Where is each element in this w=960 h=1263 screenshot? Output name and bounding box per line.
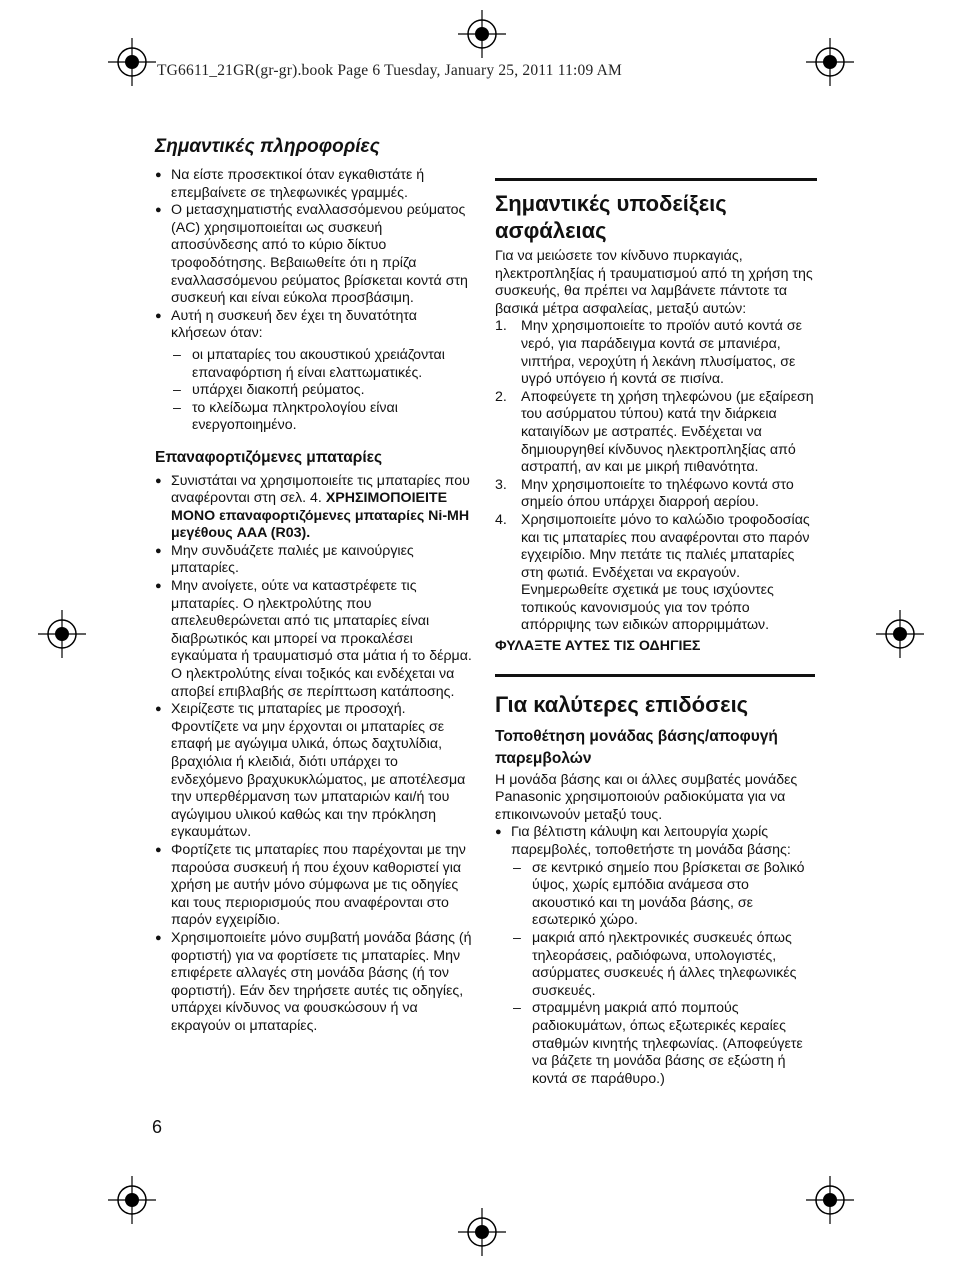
placement-intro: Η μονάδα βάσης και οι άλλες συμβατές μονάδες Panasonic χρησιμοποιούν ραδιοκύματα για να επικοινωνούν μεταξύ τους. xyxy=(495,771,798,823)
battery-recommend-text: Συνιστάται να χρησιμοποιείτε τις μπαταρίες που αναφέρονται στη σελ. 4. xyxy=(171,472,470,507)
list-item xyxy=(495,318,815,388)
list-item: ● Χρησιμοποιείτε μόνο συμβατή μονάδα βάσης (ή φορτιστή) για να φορτίσετε τις μπαταρίες. Μην επιφέρετε αλλαγές στη μονάδα βάσης (ή τον φορτιστή). Εάν δεν τηρήσετε αυτές τις οδηγίες, υπάρχει κίνδυνος να φουσκώσουν ή να εκραγούν οι μπαταρίες. xyxy=(155,930,473,1036)
list-item: – το κλείδωμα πληκτρολογίου είναι ενεργοποιημένο. xyxy=(155,400,473,435)
safety-heading: Σημαντικές υποδείξεις ασφάλειας xyxy=(495,191,727,243)
list-number: 4. xyxy=(495,511,507,528)
performance-heading: Για καλύτερες επιδόσεις xyxy=(495,691,749,717)
registration-mark-top-right-icon xyxy=(806,38,854,86)
list-item: ● Αυτή η συσκευή δεν έχει τη δυνατότητα κλήσεων όταν: xyxy=(155,308,473,343)
keep-instructions-label: ΦΥΛΑΞΤΕ ΑΥΤΕΣ ΤΙΣ ΟΔΗΓΙΕΣ xyxy=(495,638,701,655)
list-item: ● Μην ανοίγετε, ούτε να καταστρέφετε τις μπαταρίες. Ο ηλεκτρολύτης που απελευθερώνεται από τις μπαταρίες είναι διαβρωτικός και μπορεί να προκαλέσει εγκαύματα ή τραυματισμό στα μάτια ή το δέρμα. Ο ηλεκτρολύτης είναι τοξικός και ενδέχεται να αποβεί επιβλαβής σε περίπτωση κατάποσης. xyxy=(155,578,473,701)
list-item: – στραμμένη μακριά από πομπούς ραδιοκυμάτων, όπως εξωτερικές κεραίες σταθμών κινητής τηλεφωνίας. (Αποφεύγετε να βάζετε τη μονάδα βάσης σε εξώστη ή κοντά σε παράθυρο.) xyxy=(495,1000,815,1088)
battery-ni-mh-warning: ΧΡΗΣΙΜΟΠΟΙΕΙΤΕ ΜΟΝΟ επαναφορτιζόμενες μπαταρίες Ni-MH μεγέθους AAA (R03). xyxy=(171,490,470,542)
right-column xyxy=(495,190,815,1088)
list-item: ● Μην συνδυάζετε παλιές με καινούργιες μπαταρίες. xyxy=(155,543,473,578)
list-text: Χρησιμοποιείτε μόνο το καλώδιο τροφοδοσίας και τις μπαταρίες που αναφέρονται στο παρόν εγχειρίδιο. Μην πετάτε τις παλιές μπαταρίες στη φωτιά. Ενδέχεται να εκραγούν. Ενημερωθείτε σχετικά με τους ισχύοντες τοπικούς κανονισμούς για τον τρόπο απόρριψης των ειδικών απορριμμάτων. xyxy=(521,511,810,634)
registration-mark-mid-right-icon xyxy=(876,610,924,658)
registration-mark-bottom-left-icon xyxy=(108,1176,156,1224)
list-item: – σε κεντρικό σημείο που βρίσκεται σε βολικό ύψος, χωρίς εμπόδια ανάμεσα στο ακουστικό και τη μονάδα βάσης, σε εσωτερικό χώρο. xyxy=(495,860,815,930)
left-column xyxy=(155,167,473,1036)
list-item: – οι μπαταρίες του ακουστικού χρειάζονται επαναφόρτιση ή είναι ελαττωματικές. xyxy=(155,347,473,382)
placement-heading: Τοποθέτηση μονάδας βάσης/αποφυγή παρεμβολών xyxy=(495,727,778,767)
page-title: Σημαντικές πληροφορίες xyxy=(155,136,380,157)
registration-mark-bottom-center-icon xyxy=(458,1208,506,1256)
list-text: Μην χρησιμοποιείτε το προϊόν αυτό κοντά σε νερό, για παράδειγμα κοντά σε μπανιέρα, νιπτήρα, νεροχύτη ή λεκάνη πλυσίματος, σε υγρό υπόγειο ή κοντά σε πισίνα. xyxy=(521,318,802,388)
list-number: 3. xyxy=(495,476,507,493)
list-number: 2. xyxy=(495,388,507,405)
list-item xyxy=(495,512,815,635)
list-item xyxy=(155,473,473,543)
list-item: ● Ο μετασχηματιστής εναλλασσόμενου ρεύματος (AC) χρησιμοποιείται ως συσκευή αποσύνδεσης από το κύριο δίκτυο τροφοδότησης. Βεβαιωθείτε ότι η πρίζα εναλλασσόμενου ρεύματος βρίσκεται κοντά στη συσκευή και είναι εύκολα προσβάσιμη. xyxy=(155,202,473,308)
list-item: ● Να είστε προσεκτικοί όταν εγκαθιστάτε ή επεμβαίνετε σε τηλεφωνικές γραμμές. xyxy=(155,167,473,202)
section-divider xyxy=(495,674,815,677)
registration-mark-mid-left-icon xyxy=(38,610,86,658)
battery-heading: Επαναφορτιζόμενες μπαταρίες xyxy=(155,448,383,466)
list-text: Αποφεύγετε τη χρήση τηλεφώνου (με εξαίρεση του ασύρματου τύπου) κατά την διάρκεια καταιγίδων με αστραπές. Ενδέχεται να δημιουργηθεί κίνδυνος ηλεκτροπληξίας από αστραπή, αν και με μικρή πιθανότητα. xyxy=(521,388,814,476)
safety-intro: Για να μειώσετε τον κίνδυνο πυρκαγιάς, ηλεκτροπληξίας ή τραυματισμού από τη χρήση της συσκευής, θα πρέπει να λαμβάνετε πάντοτε τα βασικά μέτρα ασφαλείας, μεταξύ αυτών: xyxy=(495,248,813,317)
book-header-line: TG6611_21GR(gr-gr).book Page 6 Tuesday, January 25, 2011 11:09 AM xyxy=(157,62,623,79)
list-item: ● Φορτίζετε τις μπαταρίες που παρέχονται με την παρούσα συσκευή ή που έχουν καθοριστεί για χρήση με αυτήν μόνο σύμφωνα με τις οδηγίες και τους περιορισμούς που αναφέρονται στο παρόν εγχειρίδιο. xyxy=(155,842,473,930)
right-column-top-rule xyxy=(495,178,817,181)
list-item: ● Για βέλτιστη κάλυψη και λειτουργία χωρίς παρεμβολές, τοποθετήστε τη μονάδα βάσης: xyxy=(495,824,815,859)
list-item: ● Χειρίζεστε τις μπαταρίες με προσοχή. Φροντίζετε να μην έρχονται οι μπαταρίες σε επαφή με αγώγιμα υλικά, όπως δαχτυλίδια, βραχιόλια ή κλειδιά, διότι υπάρχει το ενδεχόμενο βραχυκυκλώματος, με αποτέλεσμα την υπερθέρμανση των μπαταριών και/ή του αγώγιμου υλικού καθώς και την πρόκληση εγκαυμάτων. xyxy=(155,701,473,842)
registration-mark-top-center-icon xyxy=(458,10,506,58)
page-number: 6 xyxy=(152,1117,163,1137)
registration-mark-top-left-icon xyxy=(108,38,156,86)
list-item xyxy=(495,389,815,477)
list-number: 1. xyxy=(495,318,507,335)
list-text: Μην χρησιμοποιείτε το τηλέφωνο κοντά στο σημείο όπου υπάρχει διαρροή αερίου. xyxy=(521,476,794,511)
list-item: – μακριά από ηλεκτρονικές συσκευές όπως τηλεοράσεις, ραδιόφωνα, υπολογιστές, ασύρματες συσκευές ή άλλες τηλεφωνικές συσκευές. xyxy=(495,930,815,1000)
registration-mark-bottom-right-icon xyxy=(806,1176,854,1224)
list-item: – υπάρχει διακοπή ρεύματος. xyxy=(155,382,473,400)
list-item xyxy=(495,477,815,512)
